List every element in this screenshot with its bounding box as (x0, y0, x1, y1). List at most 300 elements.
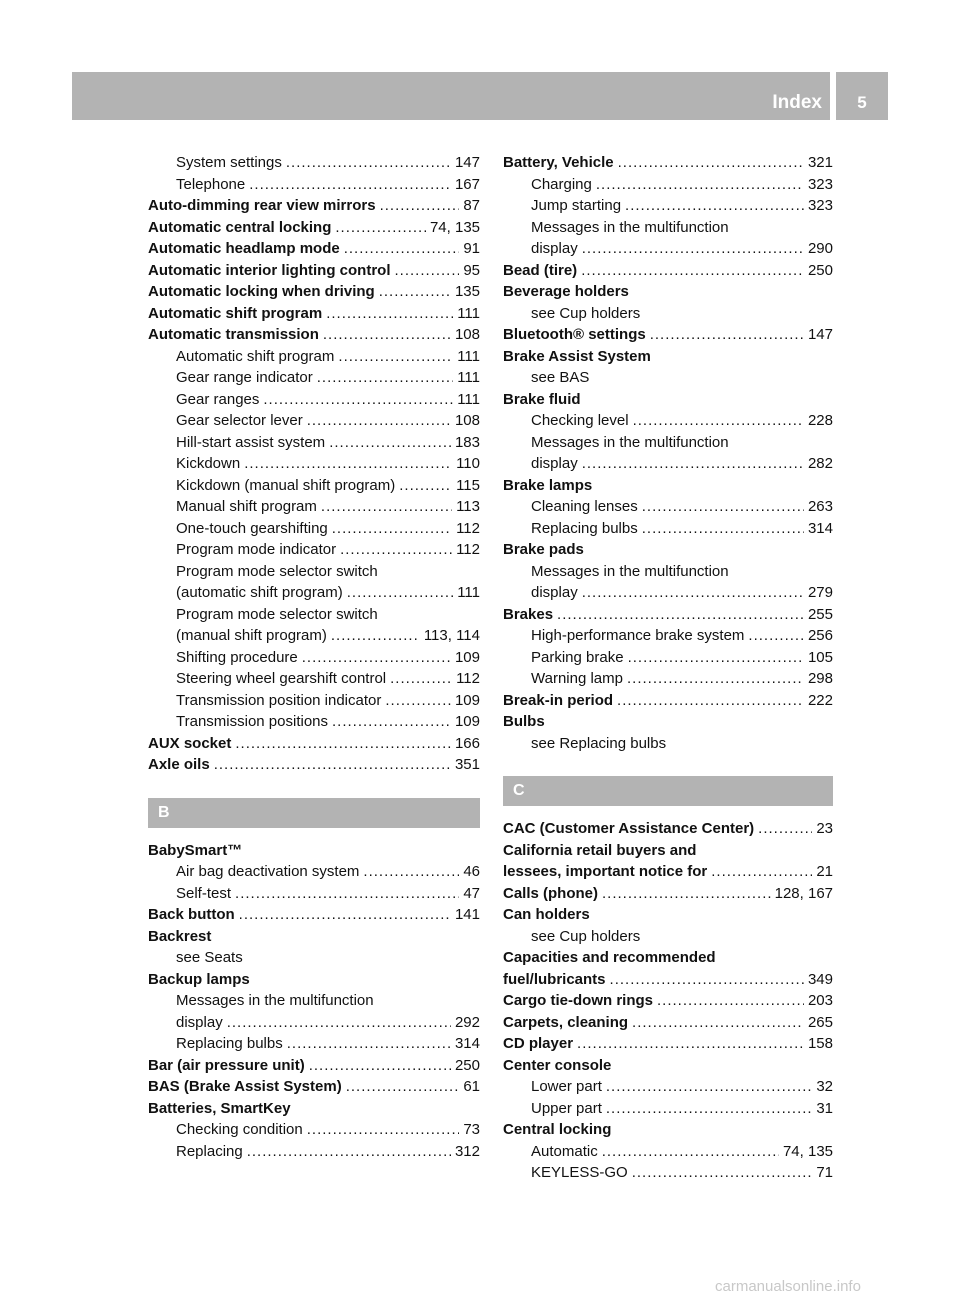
leader-dots (227, 1012, 451, 1034)
index-entry (148, 754, 480, 776)
page-ref: 323 (807, 175, 833, 193)
page-title: Index (772, 92, 822, 113)
leader-dots (379, 281, 451, 303)
entry-text: CAC (Customer Assistance Center) (503, 820, 755, 837)
index-entry (148, 926, 480, 948)
leader-dots (596, 174, 804, 196)
leader-dots (657, 990, 804, 1012)
leader-dots (302, 647, 451, 669)
page-ref: 312 (454, 1142, 480, 1160)
page-ref: 108 (454, 326, 480, 343)
index-subentry (503, 174, 833, 196)
index-subentry (503, 432, 833, 454)
entry-text: Automatic transmission (148, 326, 319, 343)
index-subentry (148, 711, 480, 733)
entry-text: Messages in the multifunction (176, 992, 374, 1009)
entry-text: Messages in the multifunction (531, 218, 729, 236)
leader-dots (332, 711, 451, 733)
index-subentry (148, 496, 480, 518)
index-subentry (148, 1141, 480, 1163)
index-column-left (148, 152, 480, 1162)
page-ref: 112 (456, 670, 480, 687)
index-entry (148, 238, 480, 260)
page-ref: 115 (456, 476, 480, 494)
leader-dots (618, 152, 804, 174)
entry-text: see Replacing bulbs (531, 734, 667, 752)
entry-text: Replacing (176, 1142, 243, 1160)
page-ref: 61 (463, 1078, 480, 1095)
leader-dots (577, 1033, 804, 1055)
entry-text: Center console (503, 1056, 612, 1074)
entry-text: see Seats (176, 949, 243, 966)
index-subentry (148, 410, 480, 432)
entry-text: Jump starting (531, 197, 622, 214)
index-subentry (148, 389, 480, 411)
index-entry (503, 690, 833, 712)
page-ref: 349 (807, 970, 833, 988)
entry-text: Program mode indicator (176, 541, 337, 558)
index-entry (148, 217, 480, 239)
entry-text: display (176, 1013, 223, 1031)
leader-dots (239, 904, 451, 926)
leader-dots (628, 647, 804, 669)
entry-text: Gear range indicator (176, 369, 313, 386)
page-ref: 203 (807, 992, 833, 1009)
index-subentry (503, 453, 833, 475)
index-entry (503, 861, 833, 883)
leader-dots (390, 668, 452, 690)
leader-dots (582, 582, 804, 604)
page-ref: 298 (807, 670, 833, 687)
page-ref: 314 (454, 1035, 480, 1052)
leader-dots (758, 818, 812, 840)
entry-text: Central locking (503, 1121, 612, 1138)
leader-dots (307, 1119, 460, 1141)
leader-dots (347, 582, 453, 604)
entry-text: Auto-dimming rear view mirrors (148, 197, 376, 214)
index-subentry (148, 432, 480, 454)
page-ref: 111 (457, 369, 480, 386)
page-ref: 183 (454, 433, 480, 451)
leader-dots (557, 604, 804, 626)
index-subentry (503, 367, 833, 389)
index-subentry (503, 238, 833, 260)
index-entry (503, 840, 833, 862)
entry-text: Transmission positions (176, 713, 328, 730)
index-subentry (148, 518, 480, 540)
entry-text: Checking level (531, 412, 629, 429)
index-subentry (503, 410, 833, 432)
page-number: 5 (836, 72, 888, 120)
index-subentry (148, 1119, 480, 1141)
page-ref: 292 (454, 1013, 480, 1031)
index-entry (503, 1033, 833, 1055)
index-entry (503, 904, 833, 926)
index-subentry (148, 561, 480, 583)
page-ref: 128, 167 (774, 884, 833, 902)
page-ref: 263 (807, 498, 833, 515)
leader-dots (399, 475, 452, 497)
page-ref: 250 (454, 1056, 480, 1074)
index-entry (503, 389, 833, 411)
leader-dots (632, 1012, 804, 1034)
leader-dots (346, 1076, 460, 1098)
page-ref: 111 (457, 304, 480, 322)
leader-dots (286, 152, 451, 174)
entry-text: Messages in the multifunction (531, 562, 729, 580)
page-ref: 112 (456, 541, 480, 558)
entry-text: Messages in the multifunction (531, 433, 729, 451)
entry-text: Kickdown (176, 455, 241, 472)
index-subentry (148, 539, 480, 561)
leader-dots (748, 625, 804, 647)
index-entry (503, 324, 833, 346)
index-subentry (148, 475, 480, 497)
page-ref: 112 (456, 519, 480, 537)
leader-dots (625, 195, 804, 217)
entry-text: Steering wheel gearshift control (176, 670, 387, 687)
index-column-right (503, 152, 833, 1184)
leader-dots (582, 238, 804, 260)
page-ref: 147 (807, 326, 833, 343)
entry-text: Automatic (531, 1142, 598, 1160)
page-ref: 111 (457, 584, 480, 601)
entry-text: (automatic shift program) (176, 584, 343, 601)
entry-text: Air bag deactivation system (176, 863, 360, 880)
page-ref: 73 (463, 1121, 480, 1138)
index-subentry (503, 647, 833, 669)
entry-text: Manual shift program (176, 498, 317, 515)
page-ref: 166 (454, 734, 480, 752)
page-ref: 167 (454, 175, 480, 193)
entry-text: Kickdown (manual shift program) (176, 476, 396, 494)
index-subentry (503, 733, 833, 755)
entry-text: Capacities and recommended (503, 949, 716, 966)
index-subentry (503, 518, 833, 540)
index-entry (503, 1012, 833, 1034)
page-ref: 265 (807, 1013, 833, 1031)
leader-dots (340, 539, 452, 561)
entry-text: Hill-start assist system (176, 433, 326, 451)
index-entry (148, 1098, 480, 1120)
index-subentry (503, 926, 833, 948)
index-entry (503, 711, 833, 733)
entry-text: Automatic shift program (176, 347, 335, 365)
leader-dots (344, 238, 460, 260)
page-ref: 109 (454, 713, 480, 730)
page-ref: 47 (463, 884, 480, 902)
entry-text: High-performance brake system (531, 627, 745, 644)
entry-text: KEYLESS-GO (531, 1164, 628, 1181)
index-subentry (148, 453, 480, 475)
leader-dots (711, 861, 812, 883)
page-ref: 23 (816, 820, 833, 837)
index-subentry (148, 625, 480, 647)
leader-dots (610, 969, 804, 991)
entry-text: California retail buyers and (503, 841, 697, 859)
page-ref: 314 (807, 519, 833, 537)
index-subentry (148, 1012, 480, 1034)
index-entry (503, 883, 833, 905)
entry-text: Gear ranges (176, 390, 260, 408)
page-ref: 110 (456, 455, 480, 472)
index-subentry (148, 647, 480, 669)
index-entry (503, 818, 833, 840)
entry-text: see Cup holders (531, 304, 641, 322)
entry-text: Bar (air pressure unit) (148, 1056, 305, 1074)
entry-text: AUX socket (148, 734, 232, 752)
entry-text: Battery, Vehicle (503, 154, 614, 171)
index-subentry (148, 582, 480, 604)
leader-dots (650, 324, 804, 346)
index-subentry (503, 303, 833, 325)
entry-text: Carpets, cleaning (503, 1013, 629, 1031)
entry-text: Automatic interior lighting control (148, 261, 391, 279)
index-subentry (148, 346, 480, 368)
entry-text: Shifting procedure (176, 648, 298, 666)
entry-text: Gear selector lever (176, 412, 303, 429)
entry-text: Automatic locking when driving (148, 283, 375, 300)
leader-dots (385, 690, 451, 712)
index-entry (503, 969, 833, 991)
leader-dots (214, 754, 451, 776)
entry-text: Back button (148, 906, 235, 923)
entry-text: Axle oils (148, 756, 210, 773)
leader-dots (380, 195, 460, 217)
index-subentry (148, 947, 480, 969)
page-ref: 108 (454, 412, 480, 429)
leader-dots (627, 668, 804, 690)
leader-dots (263, 389, 453, 411)
leader-dots (335, 217, 426, 239)
entry-text: Backup lamps (148, 970, 250, 988)
page-ref: 282 (807, 455, 833, 472)
index-entry (148, 281, 480, 303)
entry-text: Self-test (176, 884, 232, 902)
entry-text: Program mode selector switch (176, 605, 378, 623)
leader-dots (602, 1141, 779, 1163)
index-subentry (148, 990, 480, 1012)
entry-text: Bluetooth® settings (503, 326, 646, 343)
page-ref: 113, 114 (423, 627, 480, 644)
page-ref: 109 (454, 691, 480, 709)
leader-dots (317, 367, 453, 389)
page-ref: 222 (807, 691, 833, 709)
index-entry (503, 475, 833, 497)
index-subentry (148, 174, 480, 196)
leader-dots (309, 1055, 451, 1077)
entry-text: display (531, 240, 578, 257)
entry-text: Upper part (531, 1099, 602, 1117)
index-entry (503, 260, 833, 282)
entry-text: Automatic central locking (148, 218, 332, 236)
leader-dots (338, 346, 453, 368)
index-entry (148, 260, 480, 282)
leader-dots (244, 453, 452, 475)
leader-dots (632, 1162, 813, 1184)
index-entry (503, 990, 833, 1012)
leader-dots (633, 410, 804, 432)
entry-text: One-touch gearshifting (176, 519, 328, 537)
entry-text: BAS (Brake Assist System) (148, 1078, 342, 1095)
page-ref: 74, 135 (782, 1142, 833, 1160)
leader-dots (395, 260, 460, 282)
index-subentry (503, 195, 833, 217)
leader-dots (323, 324, 451, 346)
entry-text: Brake fluid (503, 390, 581, 408)
entry-text: Transmission position indicator (176, 691, 382, 709)
leader-dots (606, 1076, 812, 1098)
entry-text: Brake lamps (503, 476, 593, 494)
leader-dots (249, 174, 451, 196)
index-subentry (148, 604, 480, 626)
leader-dots (582, 453, 804, 475)
index-entry (503, 1055, 833, 1077)
page-ref: 46 (463, 863, 480, 880)
index-subentry (503, 1098, 833, 1120)
index-subentry (503, 496, 833, 518)
leader-dots (287, 1033, 451, 1055)
page-ref: 111 (457, 390, 480, 408)
entry-text: Beverage holders (503, 283, 629, 300)
entry-text: Cleaning lenses (531, 498, 638, 515)
entry-text: Bead (tire) (503, 261, 578, 279)
index-entry (503, 346, 833, 368)
entry-text: lessees, important notice for (503, 863, 708, 880)
leader-dots (602, 883, 771, 905)
entry-text: Brake Assist System (503, 347, 651, 365)
entry-text: Charging (531, 175, 592, 193)
page-ref: 228 (807, 412, 833, 429)
leader-dots (247, 1141, 451, 1163)
index-entry (503, 947, 833, 969)
index-subentry (503, 217, 833, 239)
page-ref: 95 (463, 261, 480, 279)
entry-text: Bulbs (503, 713, 545, 730)
index-subentry (503, 582, 833, 604)
entry-text: Parking brake (531, 648, 624, 666)
entry-text: BabySmart™ (148, 841, 243, 859)
entry-text: display (531, 455, 578, 472)
page-ref: 111 (457, 347, 480, 365)
page-ref: 71 (816, 1164, 833, 1181)
index-entry (503, 281, 833, 303)
page-ref: 323 (807, 197, 833, 214)
index-entry (503, 152, 833, 174)
page-ref: 32 (816, 1078, 833, 1095)
page-ref: 147 (454, 154, 480, 171)
leader-dots (329, 432, 451, 454)
page-ref: 255 (807, 605, 833, 623)
entry-text: Batteries, SmartKey (148, 1099, 291, 1117)
page-ref: 74, 135 (429, 218, 480, 236)
index-entry (503, 1119, 833, 1141)
entry-text: System settings (176, 154, 282, 171)
index-subentry (148, 883, 480, 905)
index-subentry (503, 668, 833, 690)
leader-dots (331, 625, 420, 647)
index-subentry (148, 668, 480, 690)
entry-text: Telephone (176, 175, 246, 193)
section-header-c: C (503, 776, 833, 806)
leader-dots (321, 496, 452, 518)
entry-text: Program mode selector switch (176, 562, 378, 580)
index-entry (148, 195, 480, 217)
entry-text: Checking condition (176, 1121, 303, 1138)
leader-dots (581, 260, 804, 282)
entry-text: Automatic shift program (148, 304, 323, 322)
leader-dots (606, 1098, 812, 1120)
index-subentry (148, 861, 480, 883)
section-header-b: B (148, 798, 480, 828)
leader-dots (235, 883, 459, 905)
page-ref: 256 (807, 627, 833, 644)
index-entry (503, 539, 833, 561)
page-ref: 158 (807, 1035, 833, 1052)
entry-text: display (531, 584, 578, 601)
leader-dots (363, 861, 459, 883)
index-subentry (148, 1033, 480, 1055)
index-subentry (503, 625, 833, 647)
index-subentry (503, 1162, 833, 1184)
index-entry (148, 969, 480, 991)
page-ref: 290 (807, 240, 833, 257)
page-ref: 109 (454, 648, 480, 666)
entry-text: Brake pads (503, 541, 584, 558)
entry-text: Break-in period (503, 691, 614, 709)
entry-text: Backrest (148, 927, 212, 945)
leader-dots (617, 690, 804, 712)
leader-dots (326, 303, 453, 325)
index-entry (148, 324, 480, 346)
page-ref: 279 (807, 584, 833, 601)
entry-text: Lower part (531, 1078, 602, 1095)
index-subentry (148, 367, 480, 389)
index-subentry (148, 690, 480, 712)
page-ref: 91 (463, 240, 480, 257)
entry-text: Calls (phone) (503, 884, 599, 902)
entry-text: see BAS (531, 369, 590, 386)
entry-text: Automatic headlamp mode (148, 240, 340, 257)
index-subentry (503, 561, 833, 583)
entry-text: see Cup holders (531, 927, 641, 945)
entry-text: CD player (503, 1035, 574, 1052)
index-entry (148, 904, 480, 926)
page-ref: 113 (456, 498, 480, 515)
entry-text: Can holders (503, 906, 590, 923)
page-ref: 21 (816, 863, 833, 880)
leader-dots (235, 733, 451, 755)
entry-text: Replacing bulbs (176, 1035, 283, 1052)
index-entry (148, 840, 480, 862)
index-subentry (503, 1076, 833, 1098)
index-entry (503, 604, 833, 626)
page-ref: 31 (816, 1099, 833, 1117)
entry-text: (manual shift program) (176, 627, 327, 644)
leader-dots (642, 496, 804, 518)
page-ref: 105 (807, 648, 833, 666)
entry-text: fuel/lubricants (503, 970, 606, 988)
leader-dots (307, 410, 451, 432)
index-entry (148, 1055, 480, 1077)
page-ref: 141 (454, 906, 480, 923)
index-subentry (148, 152, 480, 174)
leader-dots (642, 518, 804, 540)
entry-text: Warning lamp (531, 670, 623, 687)
page-ref: 321 (807, 154, 833, 171)
page-ref: 87 (463, 197, 480, 214)
page-ref: 351 (454, 756, 480, 773)
